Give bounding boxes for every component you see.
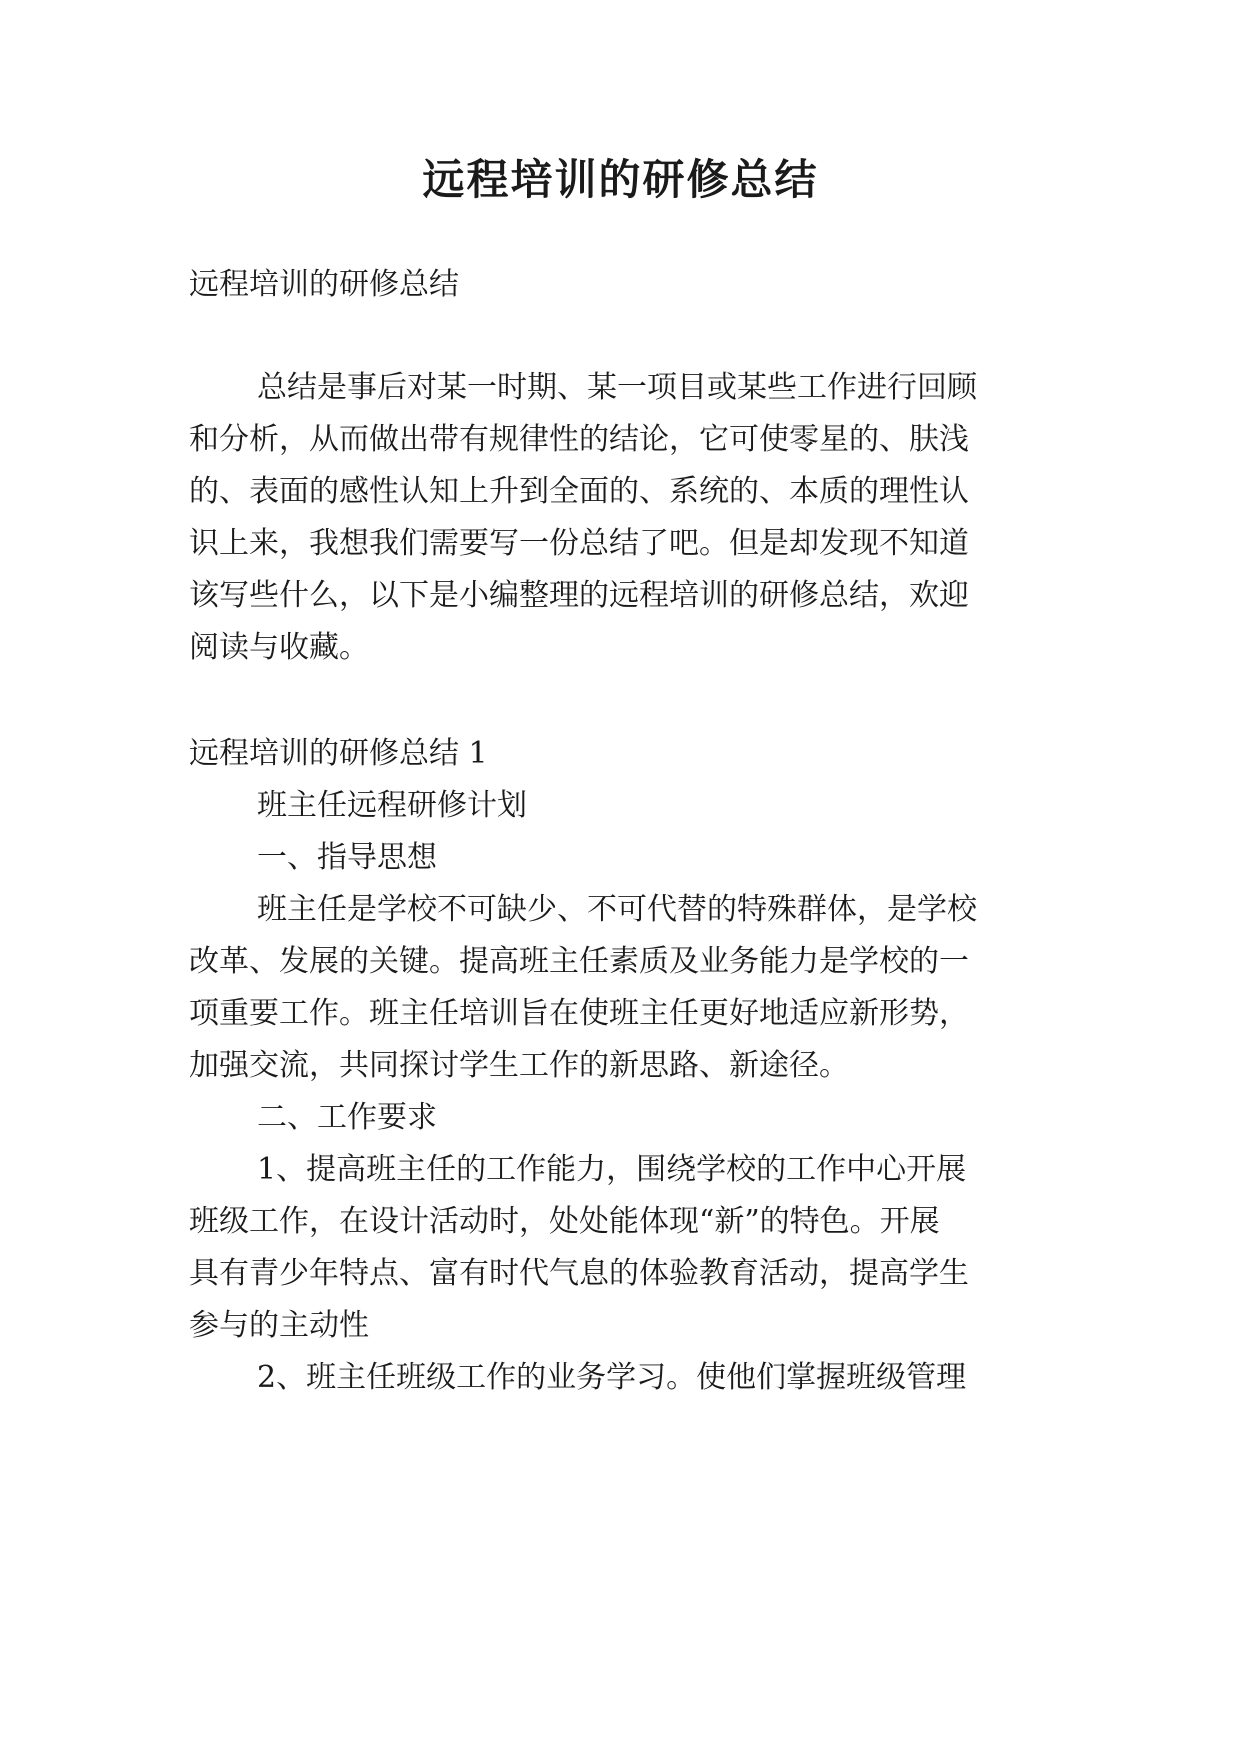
paragraph-line: 和分析，从而做出带有规律性的结论，它可使零星的、肤浅	[189, 422, 969, 457]
paragraph-line: 班级工作，在设计活动时，处处能体现“新”的特色。开展	[189, 1204, 940, 1239]
paragraph-line: 二、工作要求	[257, 1100, 437, 1135]
paragraph-line: 改革、发展的关键。提高班主任素质及业务能力是学校的一	[189, 944, 969, 979]
paragraph-line: 项重要工作。班主任培训旨在使班主任更好地适应新形势，	[189, 996, 969, 1031]
document-title: 远程培训的研修总结	[422, 155, 819, 204]
paragraph-line: 加强交流，共同探讨学生工作的新思路、新途径。	[189, 1048, 849, 1083]
paragraph-line: 总结是事后对某一时期、某一项目或某些工作进行回顾	[257, 370, 977, 405]
paragraph-line: 一、指导思想	[257, 840, 437, 875]
paragraph-line: 阅读与收藏。	[189, 630, 369, 665]
paragraph-line: 2、班主任班级工作的业务学习。使他们掌握班级管理	[257, 1360, 967, 1395]
paragraph-line: 的、表面的感性认知上升到全面的、系统的、本质的理性认	[189, 474, 969, 509]
paragraph-line: 1、提高班主任的工作能力，围绕学校的工作中心开展	[257, 1152, 967, 1187]
paragraph-line: 具有青少年特点、富有时代气息的体验教育活动，提高学生	[189, 1256, 969, 1291]
paragraph-line: 班主任远程研修计划	[257, 788, 527, 823]
section-heading: 远程培训的研修总结 1	[189, 736, 488, 771]
paragraph-line: 该写些什么，以下是小编整理的远程培训的研修总结，欢迎	[189, 578, 969, 613]
paragraph-line: 识上来，我想我们需要写一份总结了吧。但是却发现不知道	[189, 526, 969, 561]
paragraph-line: 参与的主动性	[189, 1308, 369, 1343]
subtitle-line: 远程培训的研修总结	[189, 267, 459, 302]
paragraph-line: 班主任是学校不可缺少、不可代替的特殊群体，是学校	[257, 892, 977, 927]
